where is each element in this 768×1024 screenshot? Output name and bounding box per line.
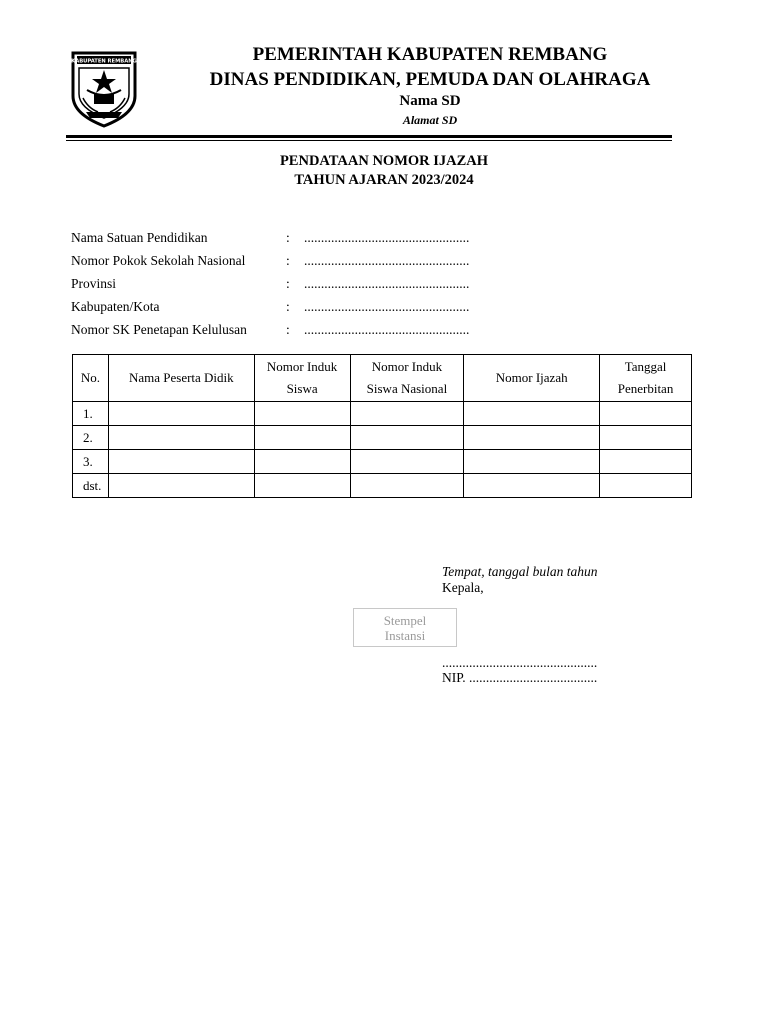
field-value[interactable]: .................................................: [304, 321, 470, 337]
table-cell[interactable]: [464, 474, 600, 498]
department-name: DINAS PENDIDIKAN, PEMUDA DAN OLAHRAGA: [209, 69, 651, 90]
field-colon: :: [286, 252, 290, 268]
table-cell[interactable]: [600, 474, 692, 498]
field-row: [71, 272, 469, 295]
signature-name-line: ..............................................: [442, 655, 598, 670]
field-label: Kabupaten/Kota: [71, 298, 160, 314]
table-row: [73, 402, 692, 426]
column-header-issue-date: Tanggal Penerbitan: [600, 355, 692, 402]
table-cell[interactable]: [108, 450, 254, 474]
field-label: Nomor Pokok Sekolah Nasional: [71, 252, 246, 268]
table-cell[interactable]: [600, 450, 692, 474]
header-rule-thin: [66, 140, 672, 141]
stamp-text-line2: Instansi: [384, 628, 426, 643]
field-row: [71, 295, 469, 318]
table-cell[interactable]: [108, 402, 254, 426]
signature-place-date: Tempat, tanggal bulan tahun: [442, 564, 598, 579]
field-value[interactable]: .................................................: [304, 298, 470, 314]
signature-nip: NIP. ......................................: [442, 670, 598, 685]
table-cell[interactable]: [254, 426, 350, 450]
header-rule-thick: [66, 135, 672, 138]
school-name: Nama SD: [399, 93, 461, 109]
regency-logo: [70, 50, 138, 128]
field-row: [71, 226, 469, 249]
field-row: [71, 318, 469, 341]
table-cell[interactable]: [464, 450, 600, 474]
government-name: PEMERINTAH KABUPATEN REMBANG: [252, 44, 608, 65]
field-label: Nama Satuan Pendidikan: [71, 229, 208, 245]
field-colon: :: [286, 229, 290, 245]
row-number: 3.: [73, 450, 109, 474]
field-value[interactable]: .................................................: [304, 275, 470, 291]
table-cell[interactable]: [350, 474, 464, 498]
table-row: [73, 426, 692, 450]
table-cell[interactable]: [254, 402, 350, 426]
row-number: 2.: [73, 426, 109, 450]
field-label: Nomor SK Penetapan Kelulusan: [71, 321, 247, 337]
table-cell[interactable]: [350, 450, 464, 474]
field-label: Provinsi: [71, 275, 117, 291]
stamp-text-line1: Stempel: [383, 613, 427, 628]
table-cell[interactable]: [600, 426, 692, 450]
table-cell[interactable]: [464, 402, 600, 426]
row-number: 1.: [73, 402, 109, 426]
table-cell[interactable]: [254, 450, 350, 474]
field-value[interactable]: .................................................: [304, 252, 470, 268]
field-colon: :: [286, 275, 290, 291]
document-title: PENDATAAN NOMOR IJAZAH: [279, 153, 489, 169]
field-colon: :: [286, 321, 290, 337]
certificate-table: [72, 354, 692, 498]
column-header-student-name: Nama Peserta Didik: [108, 355, 254, 402]
table-cell[interactable]: [464, 426, 600, 450]
field-row: [71, 249, 469, 272]
table-cell[interactable]: [108, 426, 254, 450]
table-row: [73, 450, 692, 474]
table-cell[interactable]: [350, 402, 464, 426]
table-header-row: [73, 355, 692, 402]
column-header-nis: Nomor Induk Siswa: [254, 355, 350, 402]
column-header-nisn: Nomor Induk Siswa Nasional: [350, 355, 464, 402]
stamp-placeholder: [353, 608, 457, 647]
field-colon: :: [286, 298, 290, 314]
table-cell[interactable]: [254, 474, 350, 498]
document-subtitle: TAHUN AJARAN 2023/2024: [294, 172, 474, 188]
column-header-certificate-number: Nomor Ijazah: [464, 355, 600, 402]
school-info-form: [71, 226, 469, 341]
logo-text: KABUPATEN REMBANG: [71, 58, 137, 65]
table-row: [73, 474, 692, 498]
table-cell[interactable]: [108, 474, 254, 498]
column-header-no: No.: [73, 355, 109, 402]
row-number: dst.: [73, 474, 109, 498]
table-cell[interactable]: [350, 426, 464, 450]
table-cell[interactable]: [600, 402, 692, 426]
signature-role: Kepala,: [442, 580, 484, 595]
field-value[interactable]: .................................................: [304, 229, 470, 245]
school-address: Alamat SD: [402, 113, 458, 127]
